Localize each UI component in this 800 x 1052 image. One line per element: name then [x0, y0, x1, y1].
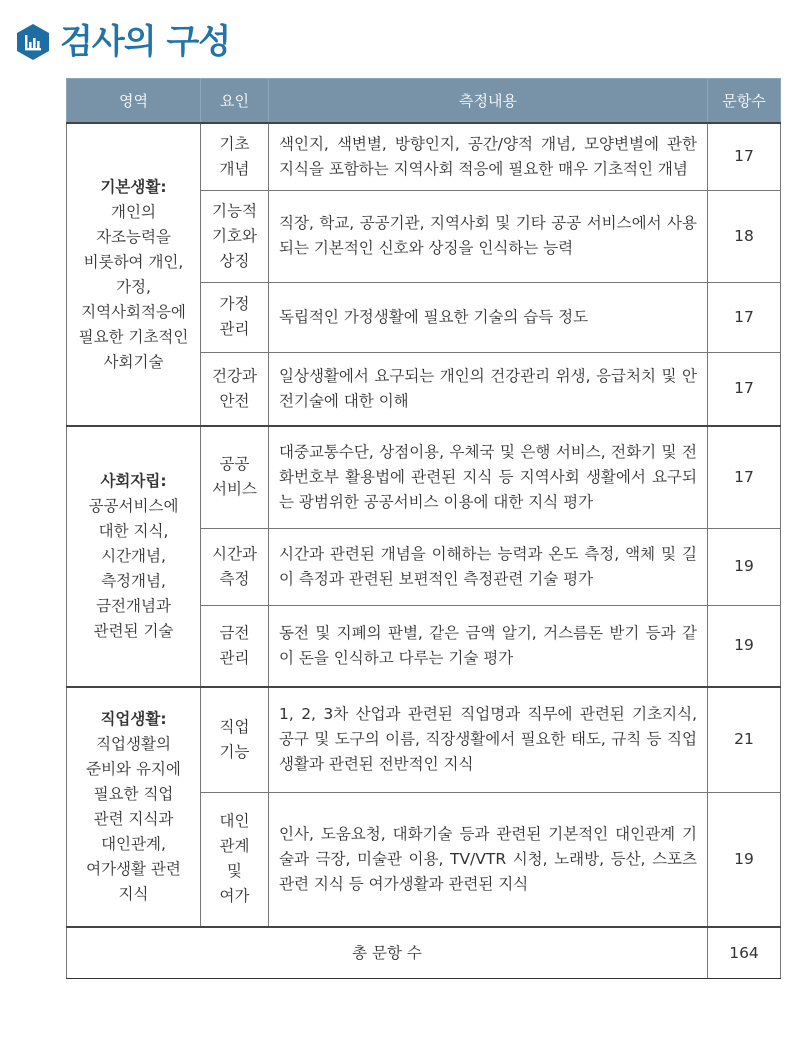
- count-cell: 17: [708, 123, 781, 190]
- factor-line: 기능적: [212, 201, 257, 220]
- factor-cell: [201, 352, 269, 426]
- count-cell: 17: [708, 282, 781, 352]
- area-description-line: 비롯하여 개인,: [83, 252, 184, 271]
- area-description-line: 관련 지식과: [93, 810, 174, 828]
- area-description-line: 시간개념,: [101, 547, 166, 565]
- factor-line: 안전: [219, 391, 250, 410]
- factor-line: 관계: [219, 837, 250, 856]
- factor-cell: [201, 792, 269, 927]
- content-cell: 일상생활에서 요구되는 개인의 건강관리 위생, 응급처치 및 안전기술에 대한 이해: [269, 352, 708, 426]
- factor-cell: [201, 282, 269, 352]
- factor-line: 관리: [219, 320, 250, 338]
- area-description-line: 자조능력을: [96, 227, 171, 246]
- factor-cell: [201, 528, 269, 605]
- area-description-line: 지역사회적응에: [81, 302, 186, 321]
- count-cell: 19: [708, 605, 781, 687]
- area-description-line: 측정개념,: [101, 572, 166, 590]
- area-description-line: 준비와 유지에: [86, 760, 181, 778]
- table-row: [67, 426, 781, 528]
- area-description-line: 대한 지식,: [98, 522, 169, 540]
- area-heading: 직업생활:: [100, 710, 167, 728]
- header-content: 측정내용: [269, 79, 708, 124]
- factor-line: 상징: [219, 251, 250, 270]
- factor-line: 측정: [219, 569, 250, 588]
- factor-line: 기초: [219, 134, 250, 153]
- factor-line: 대인: [219, 812, 250, 831]
- bar-chart-hexagon-icon: [16, 23, 50, 61]
- count-cell: 19: [708, 792, 781, 927]
- count-cell: 19: [708, 528, 781, 605]
- factor-line: 기능: [219, 742, 250, 761]
- table-row: [67, 687, 781, 792]
- area-description-line: 대인관계,: [101, 835, 166, 853]
- header-factor: 요인: [201, 79, 269, 124]
- factor-line: 관리: [219, 648, 250, 667]
- table-row: [67, 123, 781, 190]
- area-heading: 사회자립:: [100, 472, 167, 490]
- header-count: 문항수: [708, 79, 781, 124]
- count-cell: 18: [708, 190, 781, 282]
- factor-line: 서비스: [212, 480, 257, 499]
- area-description-line: 직업생활의: [96, 735, 171, 753]
- content-cell: 독립적인 가정생활에 필요한 기술의 습득 정도: [269, 282, 708, 352]
- area-description-line: 지식: [118, 885, 149, 903]
- page-heading: [16, 20, 230, 64]
- factor-line: 개념: [219, 159, 250, 178]
- area-cell: [67, 123, 201, 426]
- factor-line: 금전: [219, 623, 250, 642]
- content-cell: 직장, 학교, 공공기관, 지역사회 및 기타 공공 서비스에서 사용되는 기본적인 신호와 상징을 인식하는 능력: [269, 190, 708, 282]
- count-cell: 21: [708, 687, 781, 792]
- count-cell: 17: [708, 352, 781, 426]
- content-cell: 시간과 관련된 개념을 이해하는 능력과 온도 측정, 액체 및 길이 측정과 관련된 보편적인 측정관련 기술 평가: [269, 528, 708, 605]
- factor-line: 및: [227, 862, 242, 881]
- total-row: [67, 927, 781, 979]
- factor-line: 공공: [219, 455, 250, 474]
- content-cell: 1, 2, 3차 산업과 관련된 직업명과 직무에 관련된 기초지식, 공구 및 도구의 이름, 직장생활에서 필요한 태도, 규칙 등 직업생활과 관련된 전반적인 지식: [269, 687, 708, 792]
- content-cell: 대중교통수단, 상점이용, 우체국 및 은행 서비스, 전화기 및 전화번호부 활용법에 관련된 지식 등 지역사회 생활에서 요구되는 광범위한 공공서비스 이용에 대한 지식 평가: [269, 426, 708, 528]
- area-description-line: 사회기술: [103, 352, 164, 371]
- area-description-line: 여가생활 관련: [86, 860, 181, 878]
- table-header-row: [67, 79, 781, 124]
- area-description-line: 필요한 기초적인: [78, 327, 189, 346]
- factor-line: 여가: [219, 887, 250, 906]
- content-cell: 색인지, 색변별, 방향인지, 공간/양적 개념, 모양변별에 관한 지식을 포함하는 지역사회 적응에 필요한 매우 기초적인 개념: [269, 123, 708, 190]
- factor-line: 시간과: [212, 544, 257, 563]
- content-cell: 인사, 도움요청, 대화기술 등과 관련된 기본적인 대인관계 기술과 극장, 미술관 이용, TV/VTR 시청, 노래방, 등산, 스포츠 관련 지식 등 여가생활과 관련된 지식: [269, 792, 708, 927]
- factor-cell: [201, 605, 269, 687]
- factor-line: 직업: [219, 717, 250, 736]
- area-description-line: 필요한 직업: [93, 785, 174, 803]
- factor-line: 기호와: [212, 226, 257, 245]
- factor-cell: [201, 426, 269, 528]
- content-cell: 동전 및 지폐의 판별, 같은 금액 알기, 거스름돈 받기 등과 같이 돈을 인식하고 다루는 기술 평가: [269, 605, 708, 687]
- factor-cell: [201, 123, 269, 190]
- factor-line: 가정: [219, 295, 250, 313]
- area-description-line: 금전개념과: [96, 597, 171, 615]
- count-cell: 17: [708, 426, 781, 528]
- area-description-line: 관련된 기술: [93, 622, 174, 640]
- page-title: 검사의 구성: [60, 22, 231, 62]
- area-cell: [67, 687, 201, 927]
- area-description-line: 개인의: [111, 202, 156, 221]
- area-cell: [67, 426, 201, 687]
- area-description-line: 공공서비스에: [88, 497, 179, 515]
- total-label: 총 문항 수: [67, 927, 708, 979]
- total-value: 164: [708, 927, 781, 979]
- header-area: 영역: [67, 79, 201, 124]
- factor-cell: [201, 190, 269, 282]
- test-composition-table: [66, 78, 781, 979]
- factor-line: 건강과: [212, 366, 257, 385]
- factor-cell: [201, 687, 269, 792]
- area-heading: 기본생활:: [100, 177, 167, 196]
- area-description-line: 가정,: [116, 277, 151, 296]
